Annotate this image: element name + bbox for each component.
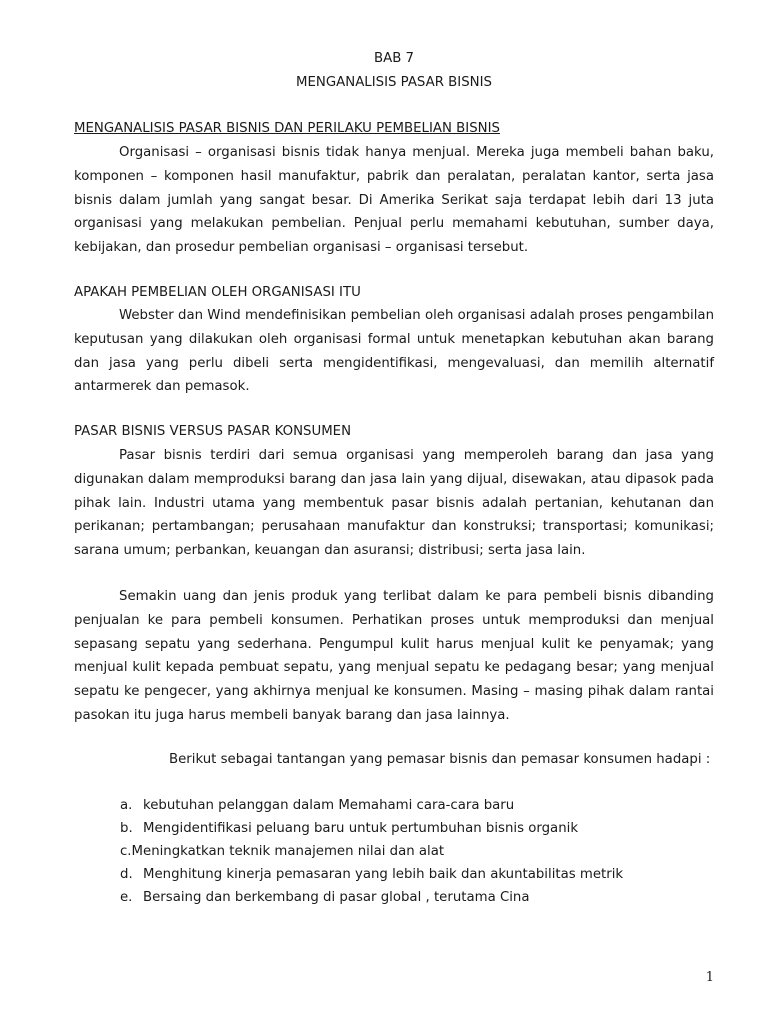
paragraph-text: Semakin uang dan jenis produk yang terlibat dalam ke para pembeli bisnis dibanding penjualan ke para pembeli konsumen. Perhatikan proses untuk memproduksi dan menjual sepasang sepatu yang sederhana. Pengumpul kulit harus menjual kulit ke penyamak; yang menjual kulit kepada pembuat sepatu, yang menjual sepatu ke pedagang besar; yang menjual sepatu ke pengecer, yang akhirnya menjual ke konsumen. Masing – masing pihak dalam rantai pasokan itu juga harus membeli banyak barang dan jasa lainnya. [74, 589, 714, 723]
list-item [120, 887, 714, 909]
list-item-text: kebutuhan pelanggan dalam Memahami cara-cara baru [143, 798, 515, 813]
list-item [120, 795, 714, 817]
list-marker: b. [120, 821, 133, 836]
paragraph-text: Organisasi – organisasi bisnis tidak hanya menjual. Mereka juga membeli bahan baku, komponen – komponen hasil manufaktur, pabrik dan peralatan, peralatan kantor, serta jasa bisnis dalam jumlah yang sangat besar. Di Amerika Serikat saja terdapat lebih dari 13 juta organisasi yang melakukan pembelian. Penjual perlu memahami kebutuhan, sumber daya, kebijakan, dan prosedur pembelian organisasi – organisasi tersebut. [74, 145, 714, 256]
list-item [120, 818, 714, 840]
chapter-title: MENGANALISIS PASAR BISNIS [296, 75, 492, 90]
list-item-text: Bersaing dan berkembang di pasar global , terutama Cina [143, 890, 530, 905]
list-item-text: Menghitung kinerja pemasaran yang lebih baik dan akuntabilitas metrik [143, 867, 624, 882]
page-number: 1 [705, 970, 714, 985]
paragraph [74, 141, 714, 260]
paragraph-text: Pasar bisnis terdiri dari semua organisasi yang memperoleh barang dan jasa yang digunakan dalam memproduksi barang dan jasa lain yang dijual, disewakan, atau dipasok pada pihak lain. Industri utama yang membentuk pasar bisnis adalah pertanian, kehutanan dan perikanan; pertambangan; perusahaan manufaktur dan konstruksi; transportasi; komunikasi; sarana umum; perbankan, keuangan dan asuransi; distribusi; serta jasa lain. [74, 448, 714, 559]
section-heading: MENGANALISIS PASAR BISNIS DAN PERILAKU PEMBELIAN BISNIS [74, 121, 500, 136]
chapter-number: BAB 7 [373, 51, 415, 66]
list-item [120, 841, 714, 863]
paragraph-text: Webster dan Wind mendefinisikan pembelian oleh organisasi adalah proses pengambilan keputusan yang dilakukan oleh organisasi formal untuk menetapkan kebutuhan akan barang dan jasa yang perlu dibeli serta mengidentifikasi, mengevaluasi, dan memilih alternatif antarmerek dan pemasok. [74, 308, 714, 395]
section-heading: PASAR BISNIS VERSUS PASAR KONSUMEN [74, 424, 352, 439]
section-heading: APAKAH PEMBELIAN OLEH ORGANISASI ITU [74, 285, 361, 300]
paragraph-text: Berikut sebagai tantangan yang pemasar bisnis dan pemasar konsumen hadapi : [169, 752, 711, 767]
list-item [120, 864, 714, 886]
list-item-text: Mengidentifikasi peluang baru untuk pertumbuhan bisnis organik [143, 821, 579, 836]
list-item-text: c.Meningkatkan teknik manajemen nilai dan alat [120, 844, 445, 859]
list-marker: d. [120, 867, 133, 882]
list-marker: e. [120, 890, 133, 905]
paragraph [74, 304, 714, 399]
paragraph [120, 748, 714, 771]
paragraph [74, 585, 714, 728]
list-marker: a. [120, 798, 133, 813]
paragraph [74, 444, 714, 563]
